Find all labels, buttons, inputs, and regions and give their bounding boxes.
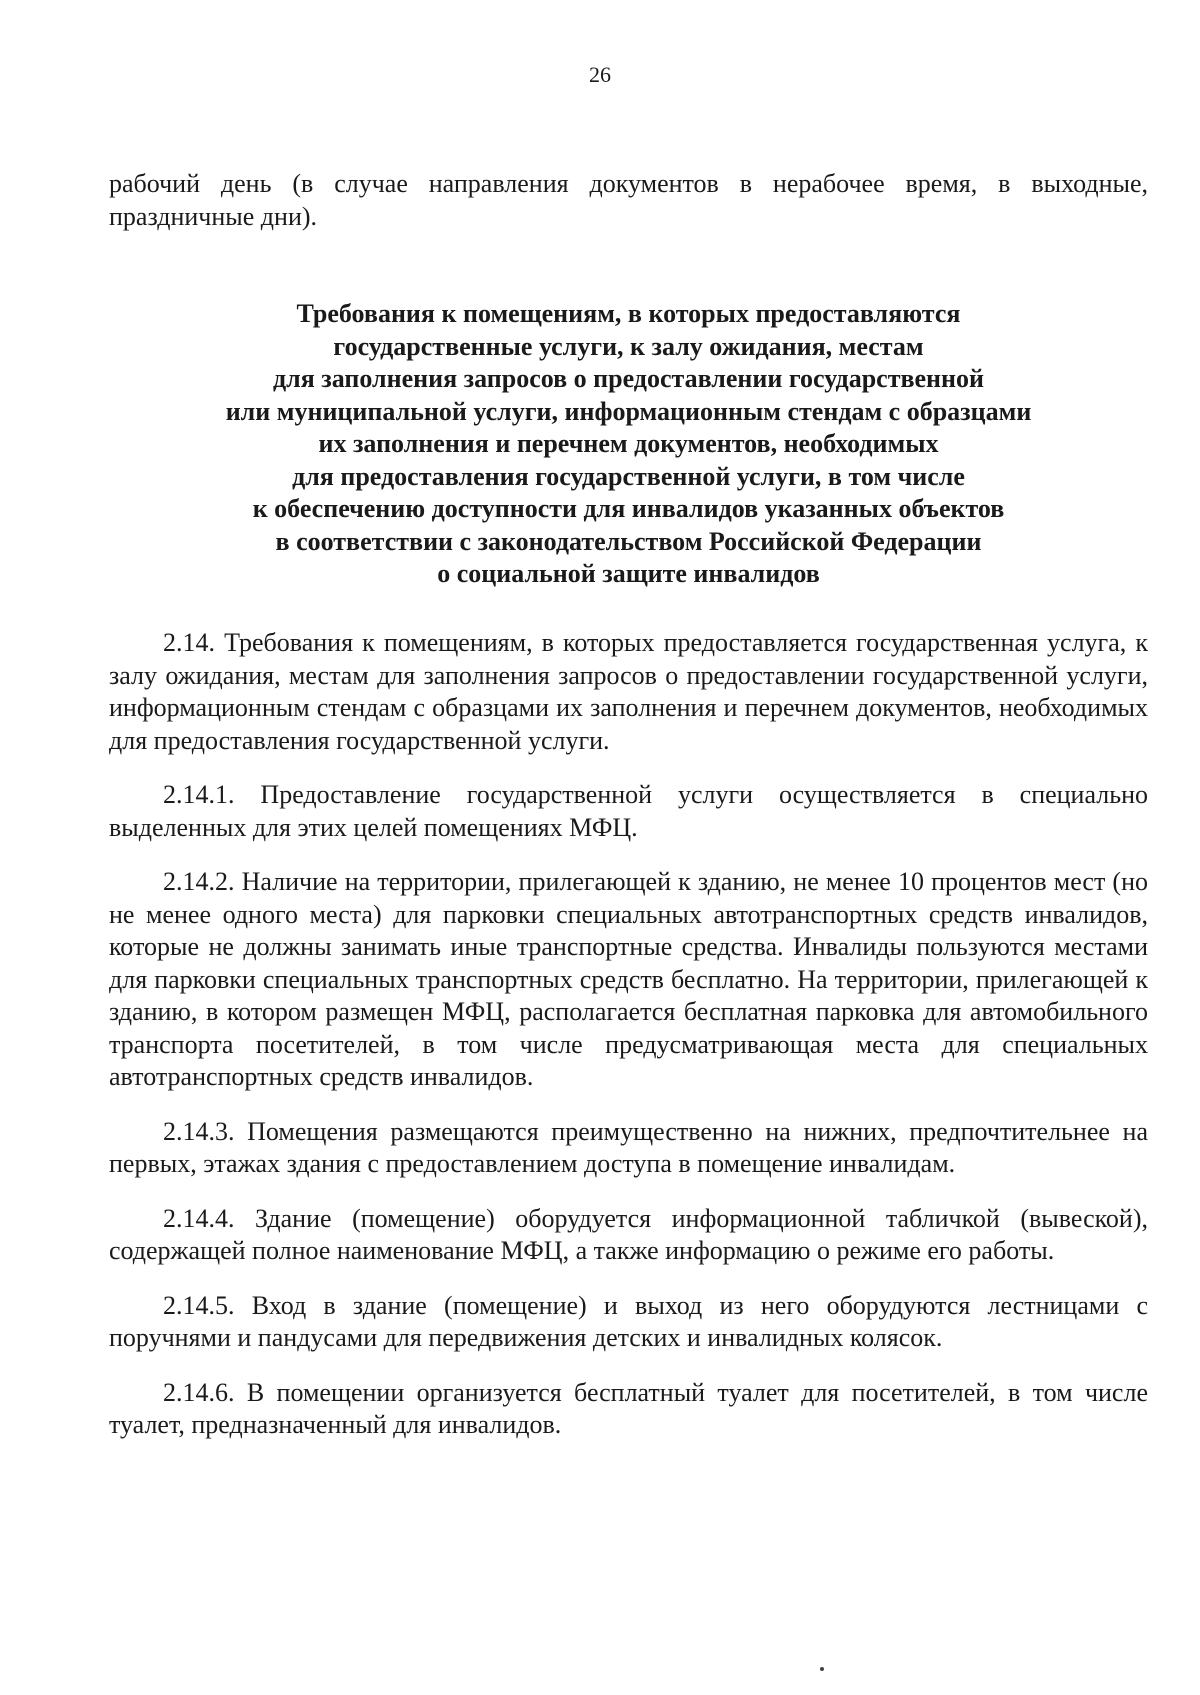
- paragraph-2-14-4: 2.14.4. Здание (помещение) оборудуется информационной табличкой (вывеской), содержащей полное наименование МФЦ, а также информацию о режиме его работы.: [109, 1203, 1148, 1265]
- heading-line: государственные услуги, к залу ожидания, местам: [333, 331, 924, 361]
- intro-paragraph: рабочий день (в случае направления документов в нерабочее время, в выходные, праздничные дни).: [109, 169, 1148, 231]
- page-number: 26: [589, 62, 611, 87]
- sections-body: [109, 627, 1148, 1464]
- scan-speck: [820, 1667, 824, 1671]
- paragraph-2-14-5: 2.14.5. Вход в здание (помещение) и выход из него оборудуются лестницами с поручнями и пандусами для передвижения детских и инвалидных колясок.: [109, 1290, 1148, 1352]
- heading-line: для предоставления государственной услуги, в том числе: [292, 461, 965, 491]
- paragraph-2-14-1: 2.14.1. Предоставление государственной услуги осуществляется в специально выделенных для этих целей помещениях МФЦ.: [109, 780, 1148, 842]
- heading-line: их заполнения и перечнем документов, необходимых: [318, 429, 939, 458]
- section-heading: [109, 298, 1148, 591]
- paragraph-2-14-2: 2.14.2. Наличие на территории, прилегающей к зданию, не менее 10 процентов мест (но не менее одного места) для парковки специальных автотранспортных средств инвалидов, которые не должны занимать иные транспортные средства. Инвалиды пользуются местами для парковки специальных транспортных средств бесплатно. На территории, прилегающей к зданию, в котором размещен МФЦ, располагается бесплатная парковка для автомобильного транспорта посетителей, в том числе предусматривающая места для специальных автотранспортных средств инвалидов.: [109, 867, 1148, 1091]
- heading-line: для заполнения запросов о предоставлении государственной: [272, 364, 984, 393]
- paragraph-2-14-6: 2.14.6. В помещении организуется бесплатный туалет для посетителей, в том числе туалет, предназначенный для инвалидов.: [109, 1377, 1148, 1439]
- paragraph-2-14: 2.14. Требования к помещениям, в которых предоставляется государственная услуга, к залу ожидания, местам для заполнения запросов о предоставлении государственной услуги, информационным стендам с образцами их заполнения и перечнем документов, необходимых для предоставления государственной услуги.: [109, 628, 1148, 755]
- heading-line: к обеспечению доступности для инвалидов указанных объектов: [252, 494, 1005, 523]
- heading-line: о социальной защите инвалидов: [437, 559, 820, 588]
- heading-line: в соответствии с законодательством Российской Федерации: [275, 526, 982, 556]
- heading-line: или муниципальной услуги, информационным стендам с образцами: [225, 396, 1032, 426]
- paragraph-2-14-3: 2.14.3. Помещения размещаются преимущественно на нижних, предпочтительнее на первых, этажах здания с предоставлением доступа в помещение инвалидам.: [109, 1116, 1148, 1178]
- heading-line: Требования к помещениям, в которых предоставляются: [296, 299, 961, 328]
